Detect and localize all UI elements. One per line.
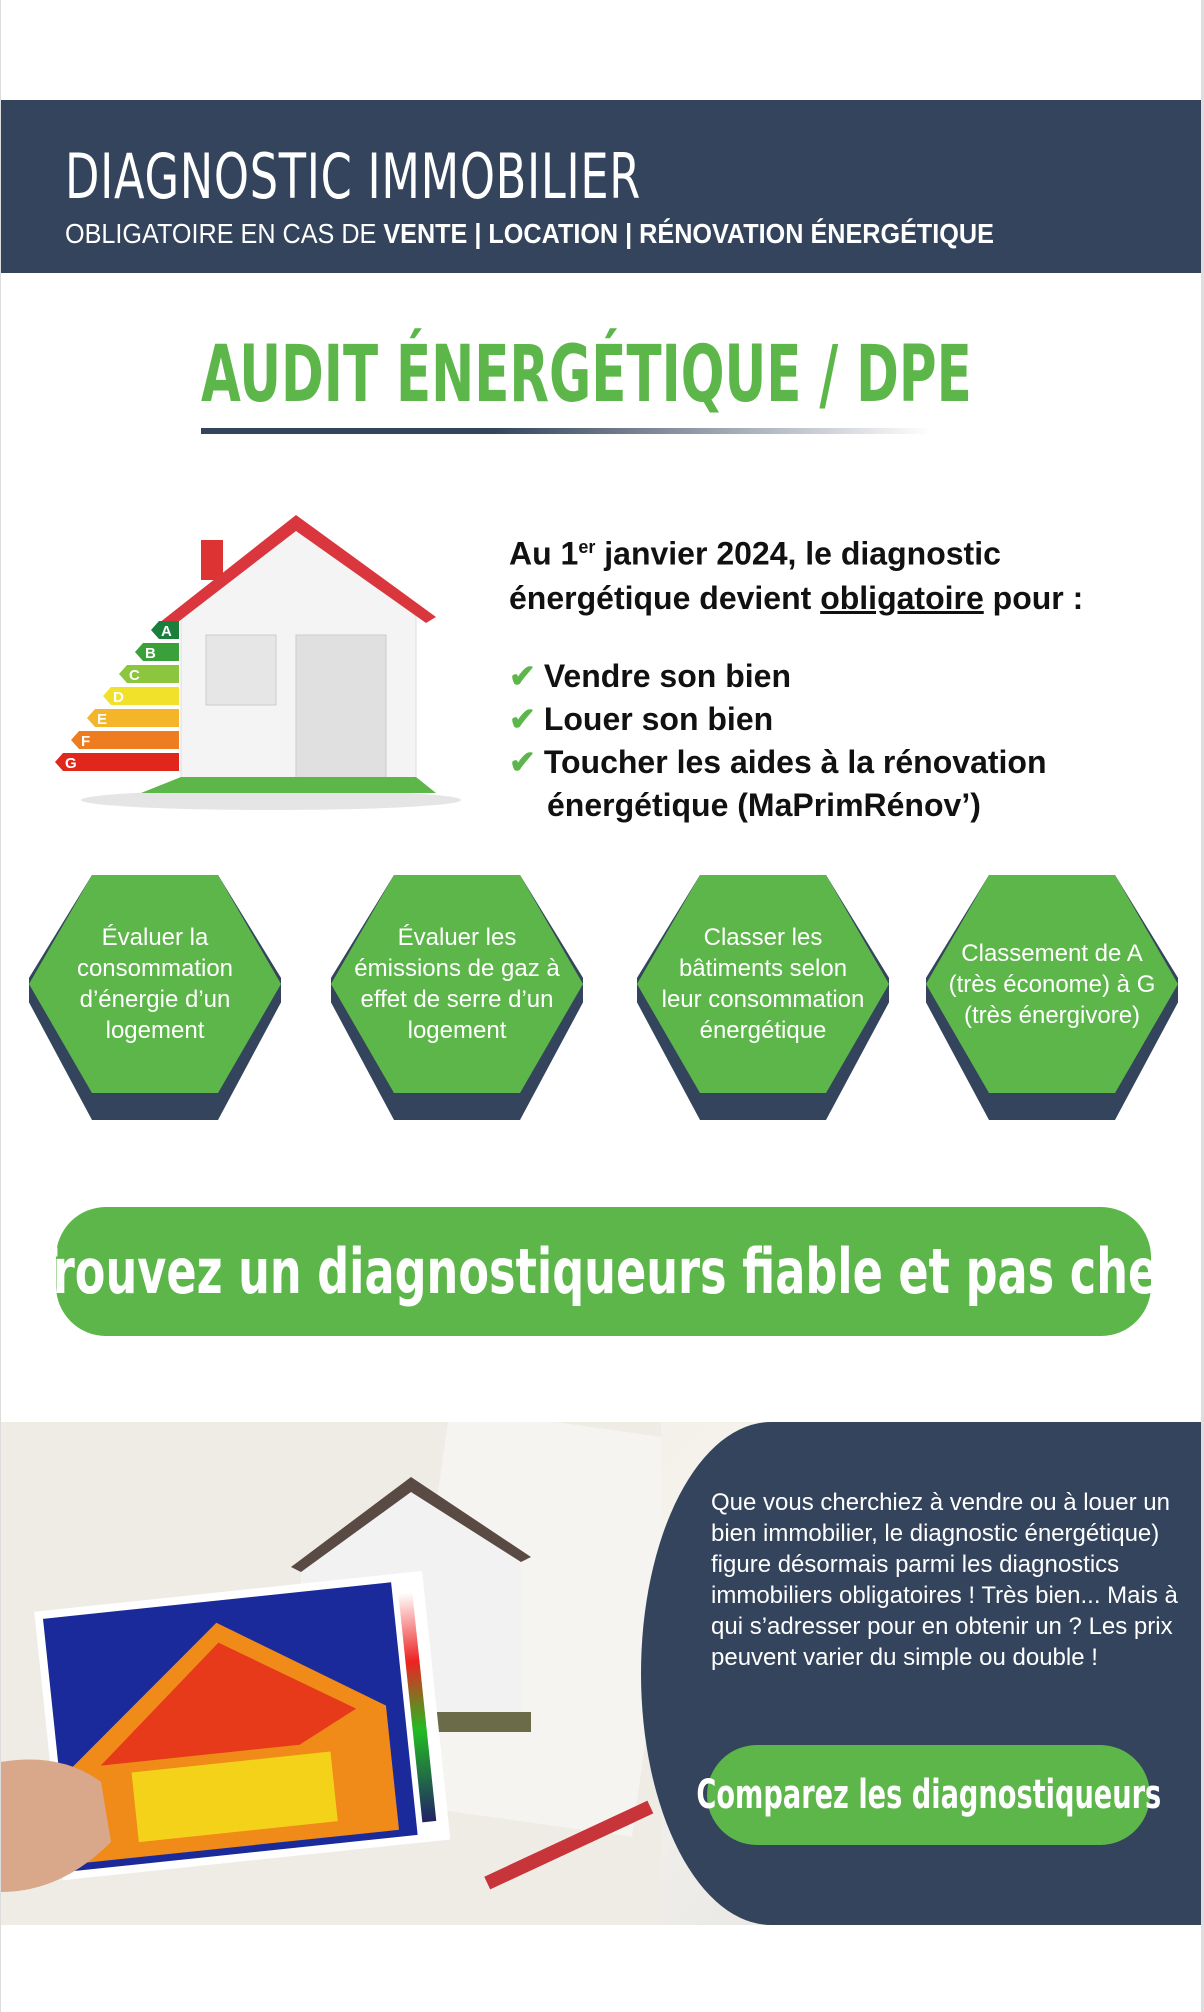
hexagon-text: Évaluer les émissions de gaz à effet de serre d’un logement — [354, 924, 560, 1044]
house-energy-label-illustration — [41, 515, 461, 815]
energy-label-f: F — [81, 733, 91, 750]
check-item — [509, 741, 1047, 784]
energy-label-d: D — [113, 689, 124, 706]
check-label: Vendre son bien — [543, 658, 791, 694]
title-underline — [201, 428, 931, 434]
energy-label-e: E — [97, 711, 108, 728]
intro-part: pour : — [983, 579, 1084, 616]
hexagon-text: Classement de A (très économe) à G (très énergivore) — [948, 939, 1156, 1029]
check-label: Toucher les aides à la rénovation — [543, 744, 1047, 780]
check-item — [509, 698, 1047, 741]
hexagon-card — [926, 875, 1178, 1120]
checkmark-icon: ✔ — [509, 658, 536, 694]
find-diagnostician-button[interactable] — [26, 1207, 1181, 1336]
hexagon-card — [637, 875, 889, 1120]
compare-diagnosticians-button[interactable] — [696, 1745, 1161, 1845]
check-item-continuation: énergétique (MaPrimRénov’) — [547, 787, 981, 823]
subtitle-prefix: OBLIGATOIRE EN CAS DE — [65, 218, 384, 249]
header-banner — [1, 100, 1201, 273]
energy-label-g: G — [65, 755, 77, 772]
checkmark-icon: ✔ — [509, 701, 536, 737]
energy-scale-bars — [55, 621, 179, 772]
check-item — [509, 655, 1047, 698]
energy-label-b: B — [145, 645, 156, 662]
section-title: AUDIT ÉNERGÉTIQUE / DPE — [201, 330, 972, 420]
subtitle-bold: VENTE | LOCATION | RÉNOVATION ÉNERGÉTIQUE — [383, 218, 994, 249]
checkmark-icon: ✔ — [509, 744, 536, 780]
intro-underlined: obligatoire — [820, 579, 984, 616]
hexagon-card — [29, 875, 281, 1120]
check-label: Louer son bien — [543, 701, 774, 737]
header-subtitle — [65, 218, 994, 250]
intro-text — [509, 525, 1149, 620]
info-panel-text: Que vous cherchiez à vendre ou à louer un bien immobilier, le diagnostic énergétique) figure désormais parmi les diagnostics immobiliers obligatoires ! Très bien... Mais à qui s’adresser pour en obtenir un ? Les prix peuvent varier du simple ou double ! — [711, 1489, 1178, 1671]
button-label: Trouvez un diagnostiqueurs fiable et pas cher — [26, 1235, 1181, 1308]
header-title: DIAGNOSTIC IMMOBILIER — [65, 140, 642, 213]
checklist — [509, 655, 1047, 827]
intro-sup: er — [578, 537, 596, 557]
thermal-image-photo — [1, 1422, 661, 1925]
hexagon-text: Classer les bâtiments selon leur consommation énergétique — [661, 924, 865, 1044]
energy-label-c: C — [129, 667, 140, 684]
intro-part: janvier 2024, le diagnostic énergétique devient — [509, 535, 1001, 616]
button-label: Comparez les diagnostiqueurs — [696, 1772, 1161, 1818]
intro-part: Au 1 — [509, 535, 579, 572]
hexagon-text: Évaluer la consommation d’énergie d’un logement — [76, 924, 234, 1044]
hexagon-card — [331, 875, 583, 1120]
energy-label-a: A — [161, 623, 172, 640]
